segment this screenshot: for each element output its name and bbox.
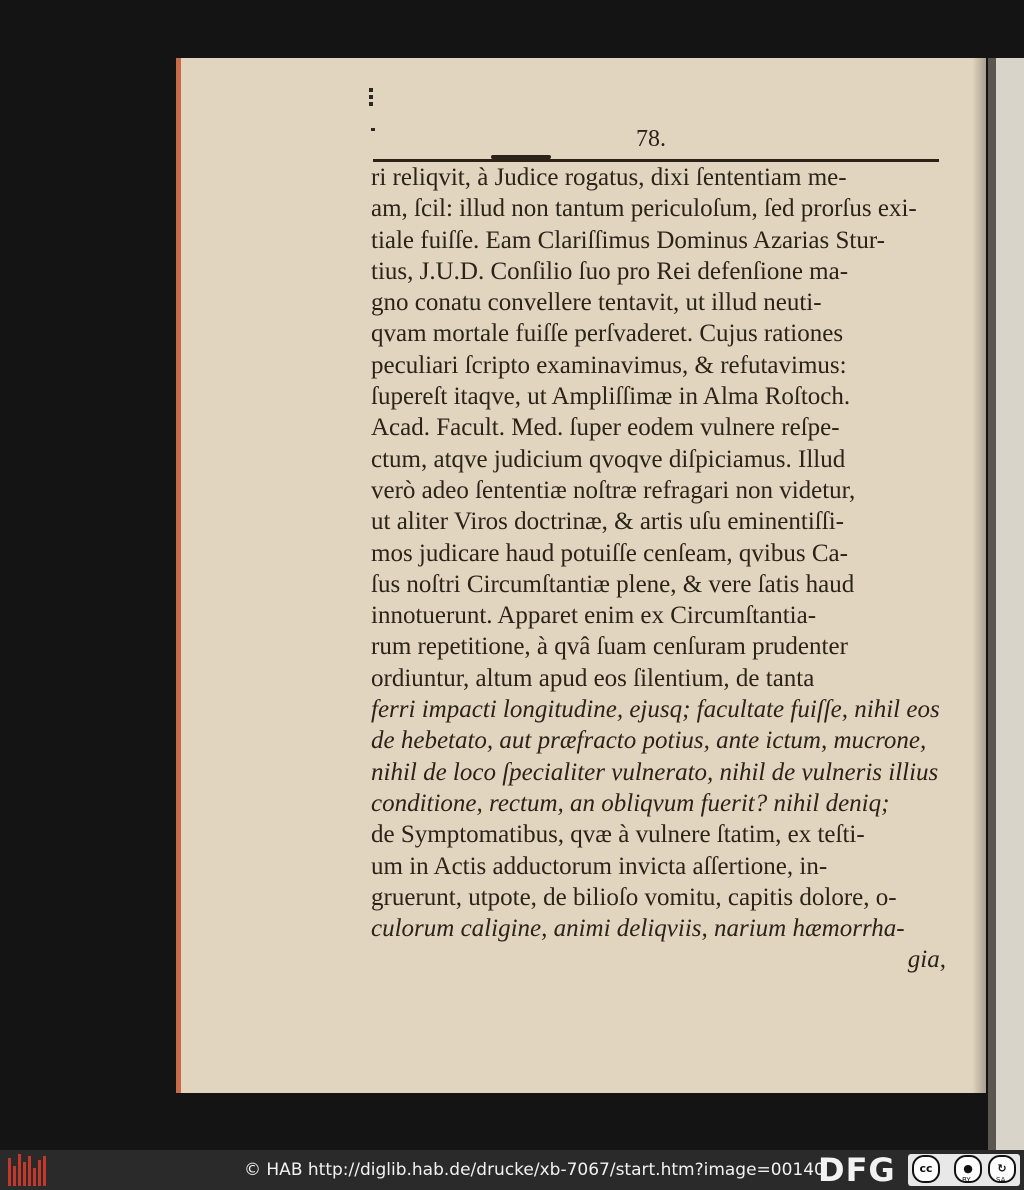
text-line: culorum caligine, animi deliqviis, narium hæmorrha- <box>371 915 905 943</box>
by-icon: ● <box>954 1155 982 1183</box>
text-line: ferri impacti longitudine, ejusq; facultate fuiſſe, nihil eos <box>371 696 940 724</box>
text-line: ut aliter Viros doctrinæ, & artis uſu eminentiſſi- <box>371 508 844 536</box>
hab-logo[interactable] <box>6 1154 46 1186</box>
viewer-footer <box>0 1150 1024 1190</box>
text-line: verò adeo ſententiæ noſtræ refragari non videtur, <box>371 476 856 504</box>
page-text <box>371 162 946 976</box>
text-line: ſupereſt itaqve, ut Ampliſſimæ in Alma Roſtoch. <box>371 383 851 411</box>
text-line: Acad. Facult. Med. ſuper eodem vulnere reſpe- <box>371 414 840 442</box>
header-rule-accent <box>491 155 551 159</box>
cc-icon: cc <box>912 1155 940 1183</box>
text-line: ri reliqvit, à Judice rogatus, dixi ſententiam me- <box>371 164 847 191</box>
page-mark-small <box>371 128 375 131</box>
text-line: gia, <box>907 946 946 974</box>
text-line: innotuerunt. Apparet enim ex Circumſtantia- <box>371 602 817 630</box>
dfg-logo[interactable]: DFG <box>818 1151 896 1189</box>
cc-license-badge[interactable] <box>908 1154 1020 1186</box>
text-line: um in Actis adductorum invicta aſſertione, in- <box>371 852 828 880</box>
copyright-link[interactable]: © HAB http://diglib.hab.de/drucke/xb-7067/start.htm?image=00140 <box>244 1160 825 1180</box>
text-line: ſus noſtri Circumſtantiæ plene, & vere ſatis haud <box>371 570 855 598</box>
text-line: mos judicare haud potuiſſe cenſeam, qvibus Ca- <box>371 539 848 567</box>
text-line: am, ſcil: illud non tantum periculoſum, ſed prorſus exi- <box>371 195 917 223</box>
text-line: gno conatu convellere tentavit, ut illud neuti- <box>371 289 822 317</box>
text-line: gruerunt, utpote, de bilioſo vomitu, capitis dolore, o- <box>371 883 897 911</box>
text-line: ordiuntur, altum apud eos ſilentium, de tanta <box>371 664 815 692</box>
page-number: 78. <box>636 126 666 152</box>
text-line: peculiari ſcripto examinavimus, & refutavimus: <box>371 351 847 379</box>
sa-label: SA <box>996 1176 1006 1184</box>
text-line: qvam mortale fuiſſe perſvaderet. Cujus rationes <box>371 320 844 348</box>
sa-icon: ↻ <box>988 1155 1016 1183</box>
text-line: de hebetato, aut præfracto potius, ante ictum, mucrone, <box>371 727 927 755</box>
text-line: nihil de loco ſpecialiter vulnerato, nihil de vulneris illius <box>371 758 939 786</box>
text-line: tiale fuiſſe. Eam Clariſſimus Dominus Azarias Stur- <box>371 226 885 254</box>
by-label: BY <box>962 1176 971 1184</box>
text-line: de Symptomatibus, qvæ à vulnere ſtatim, ex teſti- <box>371 821 865 849</box>
book-page <box>176 58 986 1093</box>
next-page-edge <box>988 58 1024 1150</box>
text-line: conditione, rectum, an obliqvum fuerit? nihil deniq; <box>371 789 890 817</box>
text-line: tius, J.U.D. Conſilio ſuo pro Rei defenſione ma- <box>371 257 849 285</box>
page-mark <box>369 88 373 106</box>
text-line: ctum, atqve judicium qvoqve diſpiciamus. Illud <box>371 445 846 473</box>
text-line: rum repetitione, à qvâ ſuam cenſuram prudenter <box>371 633 848 661</box>
